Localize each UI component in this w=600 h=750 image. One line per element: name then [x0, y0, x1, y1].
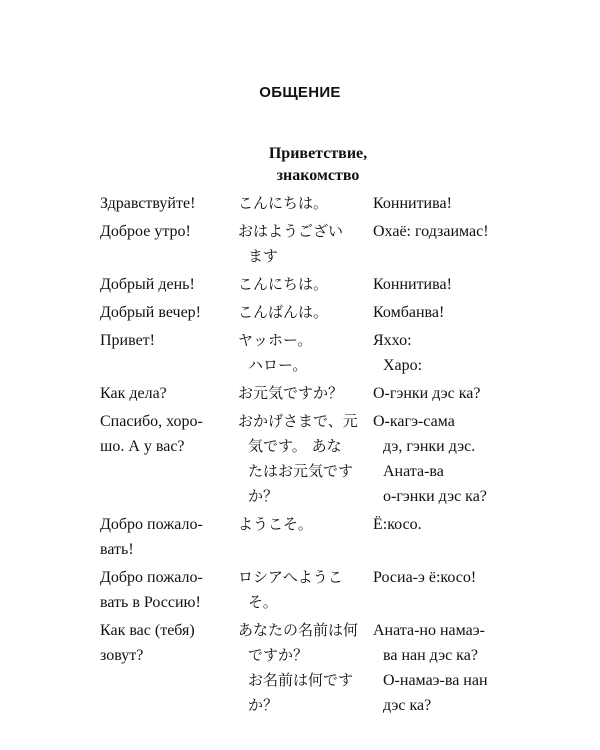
russian-phrase [100, 300, 230, 325]
japanese-phrase-line: たはお元気です [248, 462, 354, 480]
russian-phrase-line: вать в Россию! [100, 594, 201, 611]
japanese-phrase [238, 618, 368, 718]
phrase-row [0, 300, 600, 328]
russian-phrase [100, 381, 230, 406]
japanese-phrase-line: ですか？ [248, 646, 309, 664]
japanese-phrase-line: こんばんは。 [238, 303, 329, 321]
russian-phrase-line: Привет! [100, 332, 155, 349]
japanese-phrase [238, 191, 368, 216]
transliteration-line: Яххо: [373, 332, 412, 349]
russian-phrase [100, 565, 230, 615]
subsection-title-line: знакомство [276, 167, 360, 184]
russian-phrase-line: Доброе утро! [100, 223, 191, 240]
japanese-phrase [238, 512, 368, 537]
japanese-phrase-line: か？ [248, 696, 279, 714]
transliteration [373, 191, 518, 216]
japanese-phrase-line: お名前は何です [248, 671, 354, 689]
transliteration [373, 512, 518, 537]
russian-phrase-line: Как вас (тебя) [100, 622, 195, 639]
phrase-row [0, 409, 600, 512]
japanese-phrase-line: こんにちは。 [238, 194, 329, 212]
transliteration-line: о-гэнки дэс ка? [383, 488, 487, 505]
russian-phrase-line: зовут? [100, 647, 144, 664]
russian-phrase [100, 618, 230, 668]
japanese-phrase-line: おかげさまで、元 [238, 412, 358, 430]
japanese-phrase-line: ます [248, 247, 279, 265]
transliteration-line: Охаё: годзаимас! [373, 223, 489, 240]
transliteration-line: дэ, гэнки дэс. [383, 438, 476, 455]
transliteration [373, 565, 518, 590]
phrase-row [0, 565, 600, 618]
japanese-phrase [238, 409, 368, 509]
transliteration-line: ва нан дэс ка? [383, 647, 478, 664]
phrase-row [0, 381, 600, 409]
russian-phrase [100, 219, 230, 244]
russian-phrase-line: Добро пожало- [100, 516, 203, 533]
russian-phrase [100, 409, 230, 459]
japanese-phrase-line: か？ [248, 487, 279, 505]
russian-phrase-line: шо. А у вас? [100, 438, 185, 455]
japanese-phrase [238, 272, 368, 297]
transliteration [373, 409, 518, 509]
japanese-phrase-line: お元気ですか？ [238, 384, 344, 402]
japanese-phrase-line: ようこそ。 [238, 515, 313, 533]
japanese-phrase-line: あなたの名前は何 [238, 621, 359, 639]
russian-phrase-line: Добро пожало- [100, 569, 203, 586]
subsection-title-line: Приветствие, [268, 145, 368, 162]
transliteration [373, 328, 518, 378]
phrase-row [0, 191, 600, 219]
subsection-title [228, 143, 408, 187]
japanese-phrase [238, 381, 368, 406]
russian-phrase [100, 272, 230, 297]
russian-phrase [100, 191, 230, 216]
transliteration-line: Росиа-э ё:косо! [373, 569, 477, 586]
russian-phrase-line: Спасибо, хоро- [100, 413, 203, 430]
transliteration-line: О-гэнки дэс ка? [373, 385, 481, 402]
phrase-row [0, 219, 600, 272]
japanese-phrase-line: ハロー。 [248, 356, 308, 374]
japanese-phrase-line: ロシアへようこ [238, 568, 343, 586]
russian-phrase-line: вать! [100, 541, 134, 558]
japanese-phrase-line: ヤッホー。 [238, 331, 313, 349]
transliteration [373, 219, 518, 244]
phrase-row [0, 618, 600, 721]
phrase-row [0, 328, 600, 381]
japanese-phrase [238, 219, 368, 269]
phrase-row [0, 272, 600, 300]
russian-phrase-line: Здравствуйте! [100, 195, 196, 212]
transliteration-line: Коннитива! [373, 195, 452, 212]
transliteration-line: О-намаэ-ва нан [383, 672, 488, 689]
transliteration-line: Ё:косо. [373, 516, 422, 533]
russian-phrase [100, 512, 230, 562]
transliteration [373, 381, 518, 406]
japanese-phrase-line: こんにちは。 [238, 275, 329, 293]
transliteration-line: Коннитива! [373, 276, 452, 293]
transliteration [373, 618, 518, 718]
japanese-phrase [238, 565, 368, 615]
phrase-row [0, 512, 600, 565]
japanese-phrase [238, 300, 368, 325]
russian-phrase-line: Как дела? [100, 385, 167, 402]
section-title: ОБЩЕНИЕ [259, 84, 341, 101]
transliteration-line: Аната-ва [383, 463, 444, 480]
transliteration-line: О-кагэ-сама [373, 413, 455, 430]
japanese-phrase-line: 気です。 あな [248, 437, 342, 455]
japanese-phrase [238, 328, 368, 378]
transliteration-line: Аната-но намаэ- [373, 622, 485, 639]
transliteration [373, 300, 518, 325]
transliteration-line: Харо: [383, 357, 423, 374]
phrase-table [0, 191, 600, 721]
transliteration-line: дэс ка? [383, 697, 432, 714]
transliteration-line: Комбанва! [373, 304, 445, 321]
russian-phrase [100, 328, 230, 353]
transliteration [373, 272, 518, 297]
japanese-phrase-line: おはようござい [238, 222, 344, 240]
japanese-phrase-line: そ。 [248, 593, 278, 611]
russian-phrase-line: Добрый вечер! [100, 304, 202, 321]
russian-phrase-line: Добрый день! [100, 276, 195, 293]
